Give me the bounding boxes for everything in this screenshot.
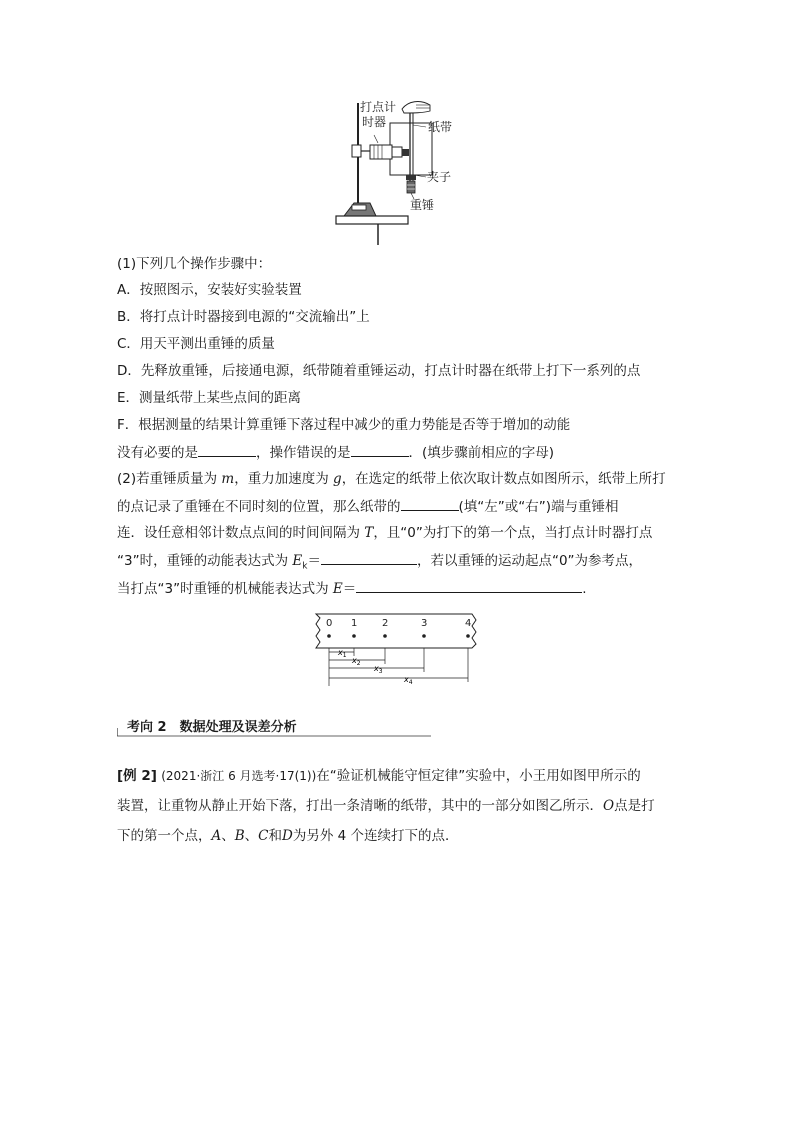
x4-label: $x_4$ bbox=[404, 675, 413, 686]
step-f: F．根据测量的结果计算重锤下落过程中减少的重力势能是否等于增加的动能 bbox=[117, 417, 571, 433]
step-d: D．先释放重锤，后接通电源，纸带随着重锤运动，打点计时器在纸带上打下一系列的点 bbox=[117, 363, 641, 379]
example-text: 在“验证机械能守恒定律”实验中，小王用如图甲所示的 bbox=[316, 768, 641, 784]
point-b: B bbox=[234, 828, 245, 844]
weight-label: 重锤 bbox=[410, 198, 435, 212]
q2-text: ，若以重锤的运动起点“0”为参考点， bbox=[416, 553, 643, 569]
example-text: 、 bbox=[244, 828, 259, 844]
tape-point-label: 3 bbox=[421, 618, 428, 629]
question2-line5 bbox=[117, 578, 587, 599]
step-c: C．用天平测出重锤的质量 bbox=[117, 336, 275, 352]
answer-blank-side[interactable] bbox=[401, 496, 459, 511]
point-d: D bbox=[282, 828, 293, 844]
q2-text: ＝ bbox=[342, 581, 357, 597]
answer-unnecessary-label: 没有必要的是 bbox=[117, 445, 198, 461]
answer-blank-kinetic[interactable] bbox=[321, 550, 417, 565]
section-heading-text: 考向 2 数据处理及误差分析 bbox=[127, 720, 297, 735]
q2-text: (填“左”或“右”)端与重锤相 bbox=[458, 499, 619, 515]
tape-dot bbox=[466, 634, 470, 638]
example-line1 bbox=[117, 766, 641, 786]
q2-text: 的点记录了重锤在不同时刻的位置，那么纸带的 bbox=[117, 499, 401, 515]
x3-label: $x_3$ bbox=[374, 664, 383, 675]
step-e: E．测量纸带上某些点间的距离 bbox=[117, 390, 302, 406]
point-c: C bbox=[258, 828, 269, 844]
timer-label-line1: 打点计 bbox=[360, 100, 397, 114]
q2-text: 连．设任意相邻计数点点间的时间间隔为 bbox=[117, 525, 365, 541]
example-text: 点是打 bbox=[614, 798, 655, 814]
point-o: O bbox=[603, 798, 615, 814]
step-b: B．将打点计时器接到电源的“交流输出”上 bbox=[117, 309, 370, 325]
mechanical-energy-symbol: E bbox=[332, 581, 343, 597]
kinetic-subscript: k bbox=[302, 561, 308, 572]
answer-blank-wrong[interactable] bbox=[351, 442, 409, 457]
q2-text: ，在选定的纸带上依次取计数点如图所示，纸带上所打 bbox=[341, 471, 666, 487]
tape-dot bbox=[352, 634, 356, 638]
answer-blank-unnecessary[interactable] bbox=[198, 442, 256, 457]
tape-label: 纸带 bbox=[428, 120, 453, 134]
question2-line3 bbox=[117, 523, 652, 543]
example-text: 、 bbox=[221, 828, 235, 844]
tape-point-label: 2 bbox=[382, 618, 389, 629]
example-text: 下的第一个点， bbox=[117, 828, 212, 844]
example-tag: [例 2] bbox=[117, 768, 157, 784]
point-a: A bbox=[211, 828, 222, 844]
q2-text: ＝ bbox=[307, 553, 321, 569]
question2-line4 bbox=[117, 550, 642, 577]
x2-label: $x_2$ bbox=[352, 656, 361, 667]
tape-dot bbox=[383, 634, 387, 638]
x1-label: $x_1$ bbox=[338, 648, 347, 659]
answer-hint: ．(填步骤前相应的字母) bbox=[408, 445, 555, 461]
answer-blank-mechanical[interactable] bbox=[356, 578, 582, 593]
question2-line2 bbox=[117, 496, 619, 517]
q2-text: (2)若重锤质量为 bbox=[117, 471, 222, 487]
kinetic-energy-symbol: E bbox=[292, 553, 303, 569]
example-source: (2021·浙江 6 月选考·17(1)) bbox=[161, 769, 317, 783]
q2-text: “3”时，重锤的动能表达式为 bbox=[117, 553, 293, 569]
mass-symbol: m bbox=[221, 471, 235, 487]
example-line3 bbox=[117, 826, 459, 846]
timer-label-line2: 时器 bbox=[362, 115, 387, 129]
example-line2 bbox=[117, 796, 655, 816]
q2-text: 当打点“3”时重锤的机械能表达式为 bbox=[117, 581, 333, 597]
period-symbol: T bbox=[364, 525, 374, 541]
tape-point-label: 1 bbox=[351, 618, 358, 629]
clip-label: 夹子 bbox=[427, 170, 452, 184]
q2-text: ，且“0”为打下的第一个点，当打点计时器打点 bbox=[373, 525, 653, 541]
tape-point-label: 0 bbox=[326, 618, 333, 629]
q2-text: . bbox=[582, 581, 587, 597]
tape-point-label: 4 bbox=[465, 618, 472, 629]
question1-answer-line bbox=[117, 442, 554, 463]
q2-text: ，重力加速度为 bbox=[234, 471, 334, 487]
apparatus-figure bbox=[330, 95, 475, 250]
question2-line1 bbox=[117, 469, 666, 489]
tape-dot bbox=[327, 634, 331, 638]
tape-dot bbox=[422, 634, 426, 638]
step-a: A．按照图示，安装好实验装置 bbox=[117, 282, 302, 298]
answer-wrong-label: ，操作错误的是 bbox=[256, 445, 351, 461]
example-text: 为另外 4 个连续打下的点． bbox=[292, 828, 459, 844]
example-text: 和 bbox=[268, 828, 283, 844]
section-heading bbox=[117, 714, 431, 738]
gravity-symbol: g bbox=[333, 471, 342, 487]
tape-figure bbox=[312, 612, 484, 690]
question1-intro: (1)下列几个操作步骤中： bbox=[117, 256, 272, 272]
example-text: 装置，让重物从静止开始下落，打出一条清晰的纸带，其中的一部分如图乙所示． bbox=[117, 798, 603, 814]
